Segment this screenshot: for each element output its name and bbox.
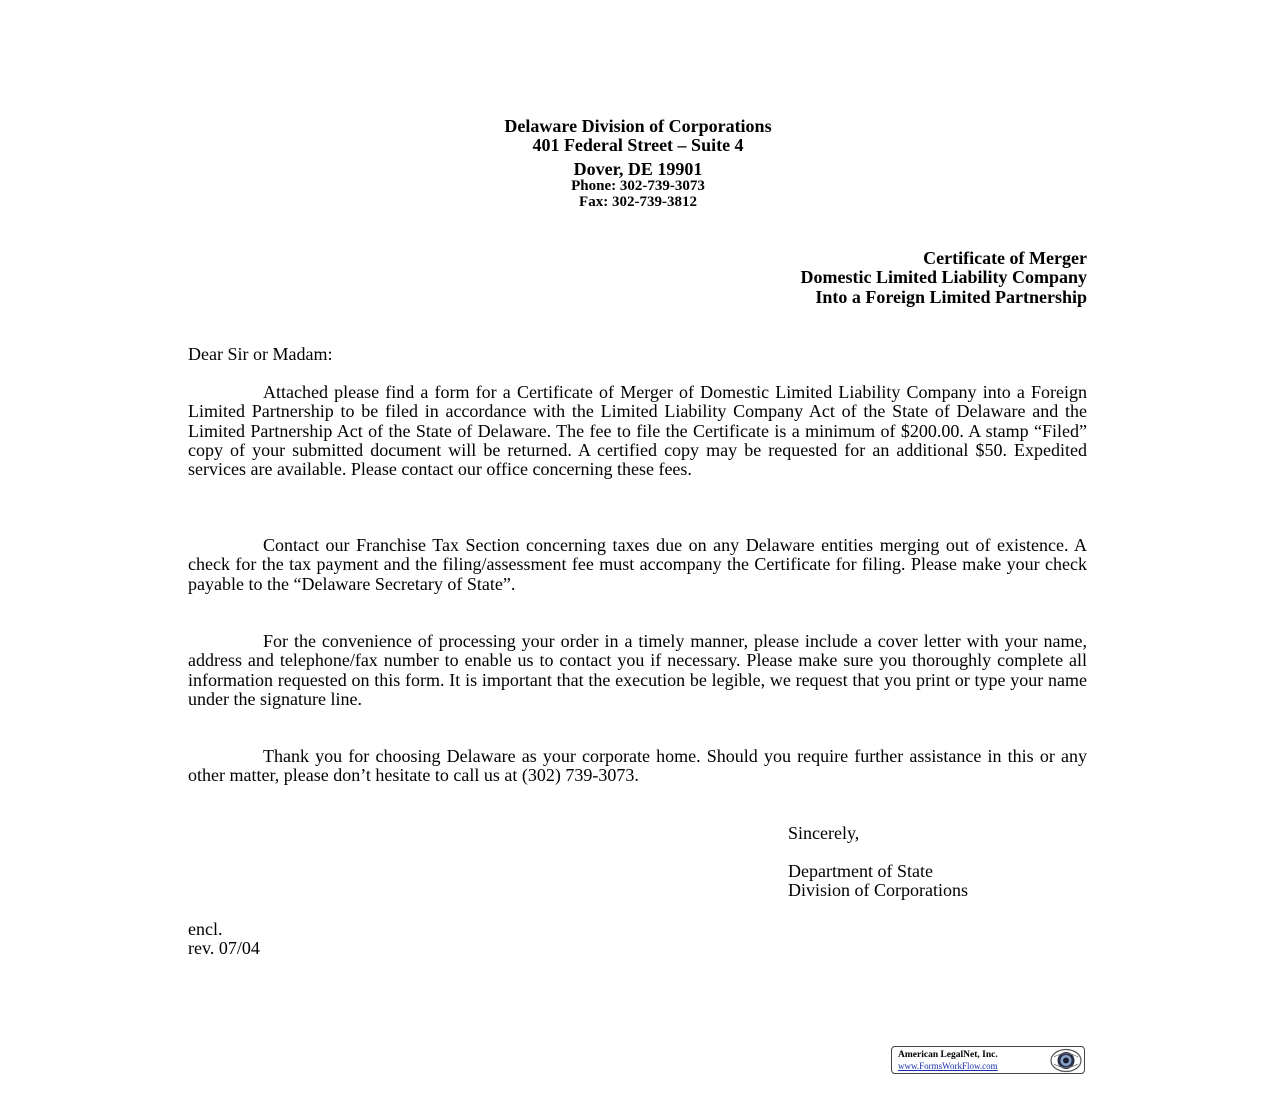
signature-block [788, 862, 968, 901]
salutation: Dear Sir or Madam: [188, 344, 333, 364]
title-line-1: Certificate of Merger [923, 248, 1087, 268]
enclosure-notes [188, 920, 260, 959]
letterhead-org: Delaware Division of Corporations [504, 116, 772, 136]
title-line-2: Domestic Limited Liability Company [800, 267, 1087, 288]
enclosure-label: encl. [188, 919, 223, 939]
paragraph-fees: Attached please find a form for a Certificate of Merger of Domestic Limited Liability Company into a Foreign Limited Partnership to be filed in accordance with the Limited Liability Company Act of the State of Delaware and the Limited Partnership Act of the State of Delaware. The fee to file the Certificate is a minimum of $200.00. A stamp “Filed” copy of your submitted document will be returned. A certified copy may be requested for an additional $50. Expedited services are available. Please contact our office concerning these fees. [188, 382, 1087, 480]
globe-icon [1046, 1048, 1082, 1073]
logo-url-link[interactable]: www.FormsWorkFlow.com [898, 1061, 998, 1071]
logo-company: American LegalNet, Inc. [898, 1050, 998, 1060]
document-title [801, 249, 1088, 307]
revision-label: rev. 07/04 [188, 938, 260, 959]
signature-division: Division of Corporations [788, 880, 968, 901]
paragraph-franchise-tax: Contact our Franchise Tax Section concerning taxes due on any Delaware entities merging out of existence. A check for the tax payment and the filing/assessment fee must accompany the Certificate for filing. Please make your check payable to the “Delaware Secretary of State”. [188, 535, 1087, 594]
letterhead-phone: Phone: 302-739-3073 [571, 178, 705, 194]
letterhead-fax: Fax: 302-739-3812 [579, 194, 697, 210]
letterhead-city: Dover, DE 19901 [573, 159, 703, 179]
signature-department: Department of State [788, 861, 933, 881]
footer-logo[interactable] [891, 1046, 1085, 1074]
paragraph-processing: For the convenience of processing your order in a timely manner, please include a cover letter with your name, address and telephone/fax number to enable us to contact you if necessary. Please make sure you thoroughly complete all information requested on this form. It is important that the execution be legible, we request that you print or type your name under the signature line. [188, 631, 1087, 709]
paragraph-thank-you: Thank you for choosing Delaware as your corporate home. Should you require further assistance in this or any other matter, please don’t hesitate to call us at (302) 739-3073. [188, 746, 1087, 786]
title-line-3: Into a Foreign Limited Partnership [815, 286, 1087, 307]
letterhead-street: 401 Federal Street – Suite 4 [532, 135, 744, 155]
closing: Sincerely, [788, 823, 860, 843]
